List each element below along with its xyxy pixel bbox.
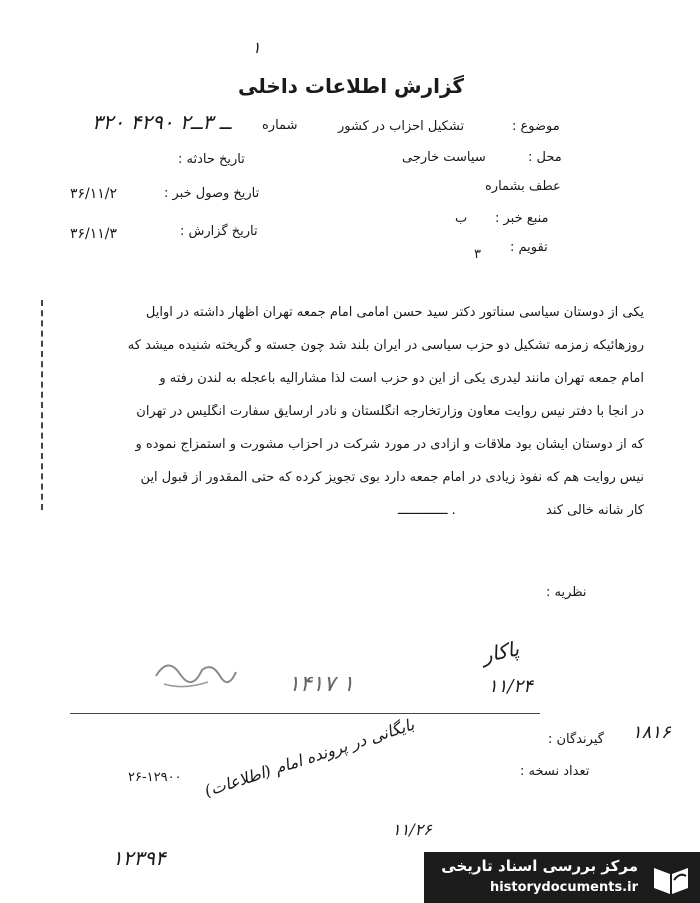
body-line: که از دوستان ایشان بود ملاقات و آزادی در مورد شرکت در احزاب مشورت و استمزاج نموده و xyxy=(135,437,644,452)
location-label: محل : xyxy=(528,150,562,165)
source-label: منبع خبر : xyxy=(495,211,549,226)
number-label: شماره xyxy=(262,118,298,133)
body-line: یکی از دوستان سیاسی سناتور دکتر سید حسن امامی امام جمعه تهران اظهار داشته در اوایل xyxy=(145,305,644,320)
bottom-left-code: ۱۲۳۹۴ xyxy=(112,846,166,870)
rating-label: تقویم : xyxy=(510,240,548,255)
annotation-name: پاکار xyxy=(479,636,522,668)
event-date-label: تاریخ حادثه : xyxy=(178,152,245,167)
body-line: در آنجا با دفتر نیس روایت معاون وزارتخارجه انگلستان و نادر ارسایق سفارت انگلیس در تهران xyxy=(136,404,644,419)
watermark-logo-icon xyxy=(650,858,692,898)
comment-label: نظریه : xyxy=(546,585,587,600)
watermark-banner xyxy=(424,852,700,903)
receipt-date-value: ۳۶/۱۱/۲ xyxy=(70,186,118,202)
body-end-dashes: ـــــــــــــ . xyxy=(398,503,456,518)
file-note: بایگانی در پرونده امام (اطلاعات) xyxy=(202,714,417,801)
report-date-value: ۳۶/۱۱/۳ xyxy=(70,226,118,242)
subject-value: تشکیل احزاب در کشور xyxy=(338,119,465,134)
rating-value: ۳ xyxy=(474,247,481,262)
body-line: نیس روایت هم که نفوذ زیادی در امام جمعه دارد بوی تجویز کرده که حتی المقدور از قبول این xyxy=(140,470,644,485)
source-value: ب xyxy=(455,211,468,226)
report-date-label: تاریخ گزارش : xyxy=(180,224,258,239)
body-frame-left xyxy=(41,300,43,510)
footer-divider xyxy=(70,713,540,714)
recipients-label: گیرندگان : xyxy=(548,732,604,747)
location-value: سیاست خارجی xyxy=(402,150,486,165)
margin-code: ۱۸۱۶ xyxy=(632,722,671,743)
number-value: ۳۲۰ ــ ۳ــ۲ ۴۲۹۰ xyxy=(92,110,232,134)
faded-signature xyxy=(150,650,240,694)
reference-label: عطف بشماره xyxy=(485,179,561,194)
body-line: روزهائیکه زمزمه تشکیل دو حزب سیاسی در ایران بلند شد چون جسته و گریخته شنیده میشد که xyxy=(127,338,644,353)
note-date: ۱۱/۲۶ xyxy=(392,820,432,839)
watermark-org-name: مرکز بررسی اسناد تاریخی xyxy=(441,857,638,875)
watermark-site: historydocuments.ir xyxy=(489,880,638,895)
subject-label: موضوع : xyxy=(512,119,560,134)
body-line: کار شانه خالی کند xyxy=(546,503,644,518)
body-line: امام جمعه تهران مانند لیدری یکی از این دو حزب است لذا مشارالیه باعجله به لندن رفته و xyxy=(159,371,644,386)
annotation-date: ۱۱/۲۴ xyxy=(488,676,533,697)
stamp-code: ۲۶-۱۲۹۰۰ xyxy=(128,770,182,785)
copies-label: تعداد نسخه : xyxy=(520,764,590,779)
report-title: گزارش اطلاعات داخلی xyxy=(238,74,465,98)
receipt-date-label: تاریخ وصول خبر : xyxy=(164,186,260,201)
page-mark: ۱ xyxy=(252,38,261,57)
blurred-initials: ۱۴۱۷ ۱ xyxy=(288,672,355,697)
